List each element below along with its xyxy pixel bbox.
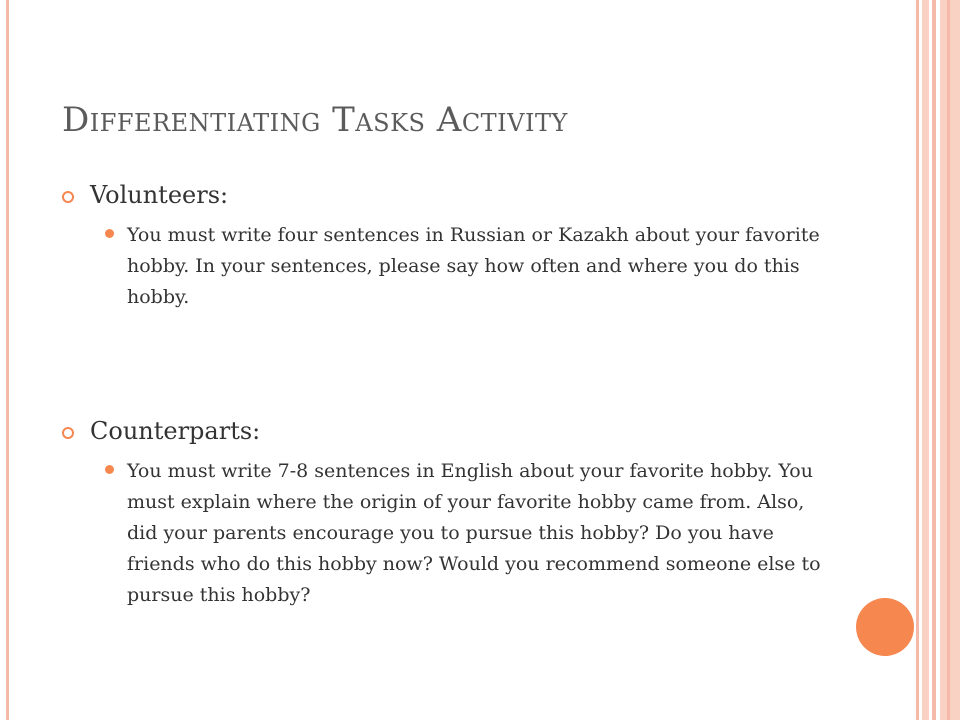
right-stripe (947, 0, 950, 720)
section-text: You must write 7-8 sentences in English about your favorite hobby. You must explain where the origin of your favorite hobby came from. Also, did your parents encourage you to pursue this hobby? Do you have friends who do this hobby now? Would you recommend someone else to pursue this hobby? (127, 460, 821, 606)
dot-bullet-icon (105, 229, 114, 238)
section-heading: Volunteers: (90, 181, 229, 209)
slide-title: Differentiating Tasks Activity (62, 100, 568, 140)
left-border-line (6, 0, 9, 720)
accent-circle (856, 598, 914, 656)
right-stripe (916, 0, 919, 720)
right-stripe (940, 0, 960, 720)
ring-bullet-icon (62, 191, 74, 203)
ring-bullet-icon (62, 427, 74, 439)
section-heading: Counterparts: (90, 417, 261, 445)
right-stripe (932, 0, 936, 720)
dot-bullet-icon (105, 465, 114, 474)
section-text: You must write four sentences in Russian or Kazakh about your favorite hobby. In your sentences, please say how often and where you do this hobby. (127, 224, 820, 308)
right-stripe (922, 0, 929, 720)
